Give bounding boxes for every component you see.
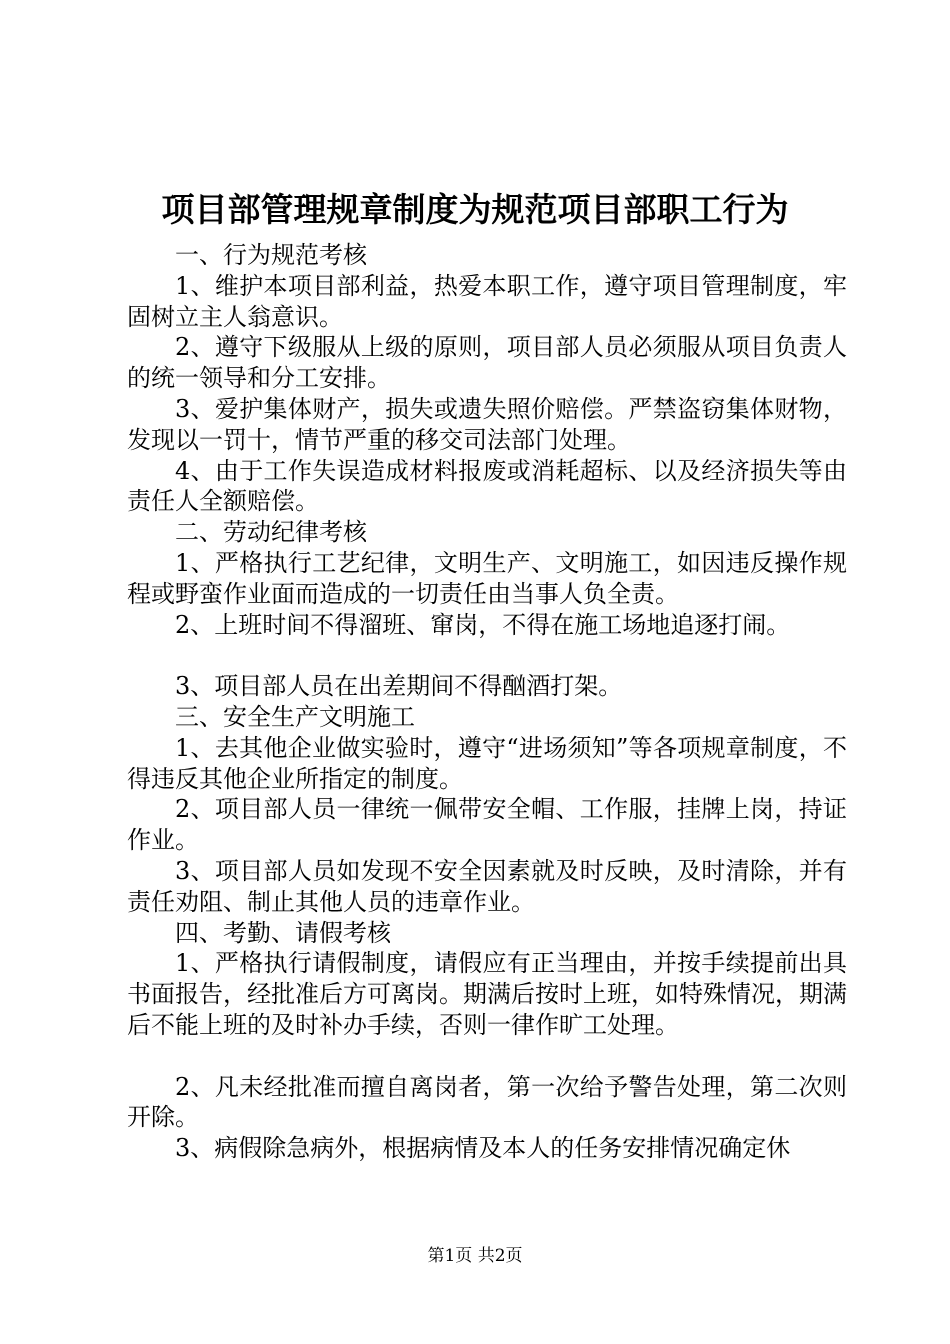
paragraph: 3、病假除急病外，根据病情及本人的任务安排情况确定休 — [175, 1134, 791, 1163]
section-heading-conduct: 一、行为规范考核 — [175, 241, 367, 269]
paragraph: 1、去其他企业做实验时，遵守“进场须知”等各项规章制度，不得违反其他企业所指定的制度。 — [127, 733, 847, 793]
section-heading-discipline: 二、劳动纪律考核 — [175, 518, 367, 547]
paragraph: 2、凡未经批准而擅自离岗者，第一次给予警告处理，第二次则开除。 — [127, 1072, 847, 1132]
paragraph: 3、项目部人员在出差期间不得酗酒打架。 — [175, 672, 623, 701]
paragraph: 1、严格执行请假制度，请假应有正当理由，并按手续提前出具书面报告，经批准后方可离岗。期满后按时上班，如特殊情况，期满后不能上班的及时补办手续，否则一律作旷工处理。 — [127, 949, 847, 1039]
section-heading-attendance: 四、考勤、请假考核 — [175, 918, 391, 947]
paragraph: 2、遵守下级服从上级的原则，项目部人员必须服从项目负责人的统一领导和分工安排。 — [127, 333, 847, 393]
paragraph: 3、项目部人员如发现不安全因素就及时反映，及时清除，并有责任劝阻、制止其他人员的违章作业。 — [127, 856, 847, 916]
paragraph: 3、爱护集体财产，损失或遗失照价赔偿。严禁盗窃集体财物，发现以一罚十，情节严重的移交司法部门处理。 — [127, 394, 847, 454]
blank-line — [127, 1041, 847, 1072]
section-heading-safety: 三、安全生产文明施工 — [175, 702, 415, 731]
paragraph: 2、项目部人员一律统一佩带安全帽、工作服，挂牌上岗，持证作业。 — [127, 795, 847, 855]
paragraph: 2、上班时间不得溜班、窜岗，不得在施工场地追逐打闹。 — [175, 610, 791, 639]
blank-line — [127, 640, 847, 671]
paragraph: 4、由于工作失误造成材料报废或消耗超标、以及经济损失等由责任人全额赔偿。 — [127, 456, 847, 516]
page-footer: 第1页 共2页 — [427, 1246, 523, 1266]
document-title: 项目部管理规章制度为规范项目部职工行为 — [161, 190, 789, 229]
paragraph: 1、严格执行工艺纪律，文明生产、文明施工，如因违反操作规程或野蛮作业面而造成的一切责任由当事人负全责。 — [127, 548, 847, 608]
paragraph: 1、维护本项目部利益，热爱本职工作，遵守项目管理制度，牢固树立主人翁意识。 — [127, 271, 847, 331]
document-body — [127, 240, 847, 1164]
